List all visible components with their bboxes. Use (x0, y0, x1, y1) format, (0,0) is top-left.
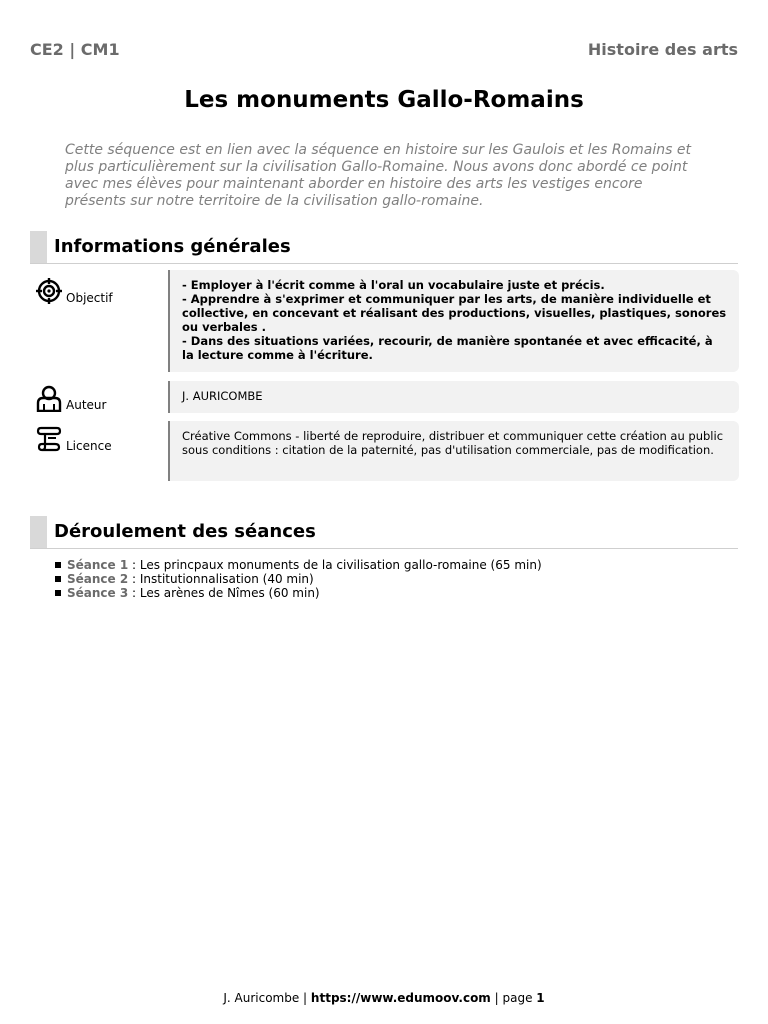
bullet-icon (55, 576, 61, 582)
section-title-general: Informations générales (54, 236, 291, 257)
bullet-icon (55, 562, 61, 568)
objectif-line: - Employer à l'écrit comme à l'oral un vocabulaire juste et précis. (182, 278, 605, 292)
section-general-info (30, 231, 738, 264)
list-item (55, 572, 542, 586)
intro-text: Cette séquence est en lien avec la séquence en histoire sur les Gaulois et les Romains et plus particulièrement sur la civilisation Gallo-Romaine. Nous avons donc abordé ce point avec mes élèves pour maintenant aborder en histoire des arts les vestiges encore présents sur notre territoire de la civilisation gallo-romaine. (65, 142, 691, 209)
licence-value: Créative Commons - liberté de reproduire, distribuer et communiquer cette création au public sous conditions : citation de la paternité, pas d'utilisation commerciale, pas de modification. (182, 429, 724, 457)
list-item (55, 586, 542, 600)
objectif-label-row (35, 277, 113, 305)
subject-title: Histoire des arts (587, 40, 738, 59)
seance-name: Séance 1 (67, 558, 129, 572)
seance-desc: : Les arènes de Nîmes (60 min) (128, 586, 320, 600)
objectif-box (168, 270, 739, 372)
target-icon (35, 277, 63, 305)
footer-page-number: 1 (536, 991, 545, 1005)
section-bar (30, 231, 47, 263)
section-bar (30, 516, 47, 548)
licence-label-row (35, 425, 112, 453)
seance-name: Séance 2 (67, 572, 129, 586)
auteur-label: Auteur (66, 398, 107, 412)
page-title: Les monuments Gallo-Romains (184, 87, 584, 113)
auteur-label-row (35, 384, 106, 412)
scroll-icon (35, 425, 63, 453)
auteur-box (168, 381, 739, 413)
seance-desc: : Institutionnalisation (40 min) (128, 572, 314, 586)
footer-page-text: | page (490, 991, 537, 1005)
objectif-label: Objectif (66, 291, 113, 305)
footer-author: J. Auricombe | (223, 991, 311, 1005)
seances-list (55, 558, 542, 600)
objectif-line: - Dans des situations variées, recourir, de manière spontanée et avec efficacité, à la lecture comme à l'écriture. (182, 334, 713, 362)
footer-link[interactable]: https://www.edumoov.com (310, 991, 491, 1005)
section-title-seances: Déroulement des séances (54, 521, 316, 542)
auteur-value: J. AURICOMBE (182, 389, 263, 403)
seance-name: Séance 3 (67, 586, 129, 600)
class-level: CE2 | CM1 (30, 40, 120, 59)
user-icon (35, 384, 63, 412)
section-seances (30, 516, 738, 549)
licence-label: Licence (66, 439, 112, 453)
bullet-icon (55, 590, 61, 596)
page-footer (0, 991, 768, 1005)
objectif-line: - Apprendre à s'exprimer et communiquer par les arts, de manière individuelle et collective, en concevant et réalisant des productions, visuelles, plastiques, sonores ou verbales . (182, 292, 727, 334)
seance-desc: : Les princpaux monuments de la civilisation gallo-romaine (65 min) (128, 558, 542, 572)
list-item (55, 558, 542, 572)
licence-box (168, 421, 739, 481)
